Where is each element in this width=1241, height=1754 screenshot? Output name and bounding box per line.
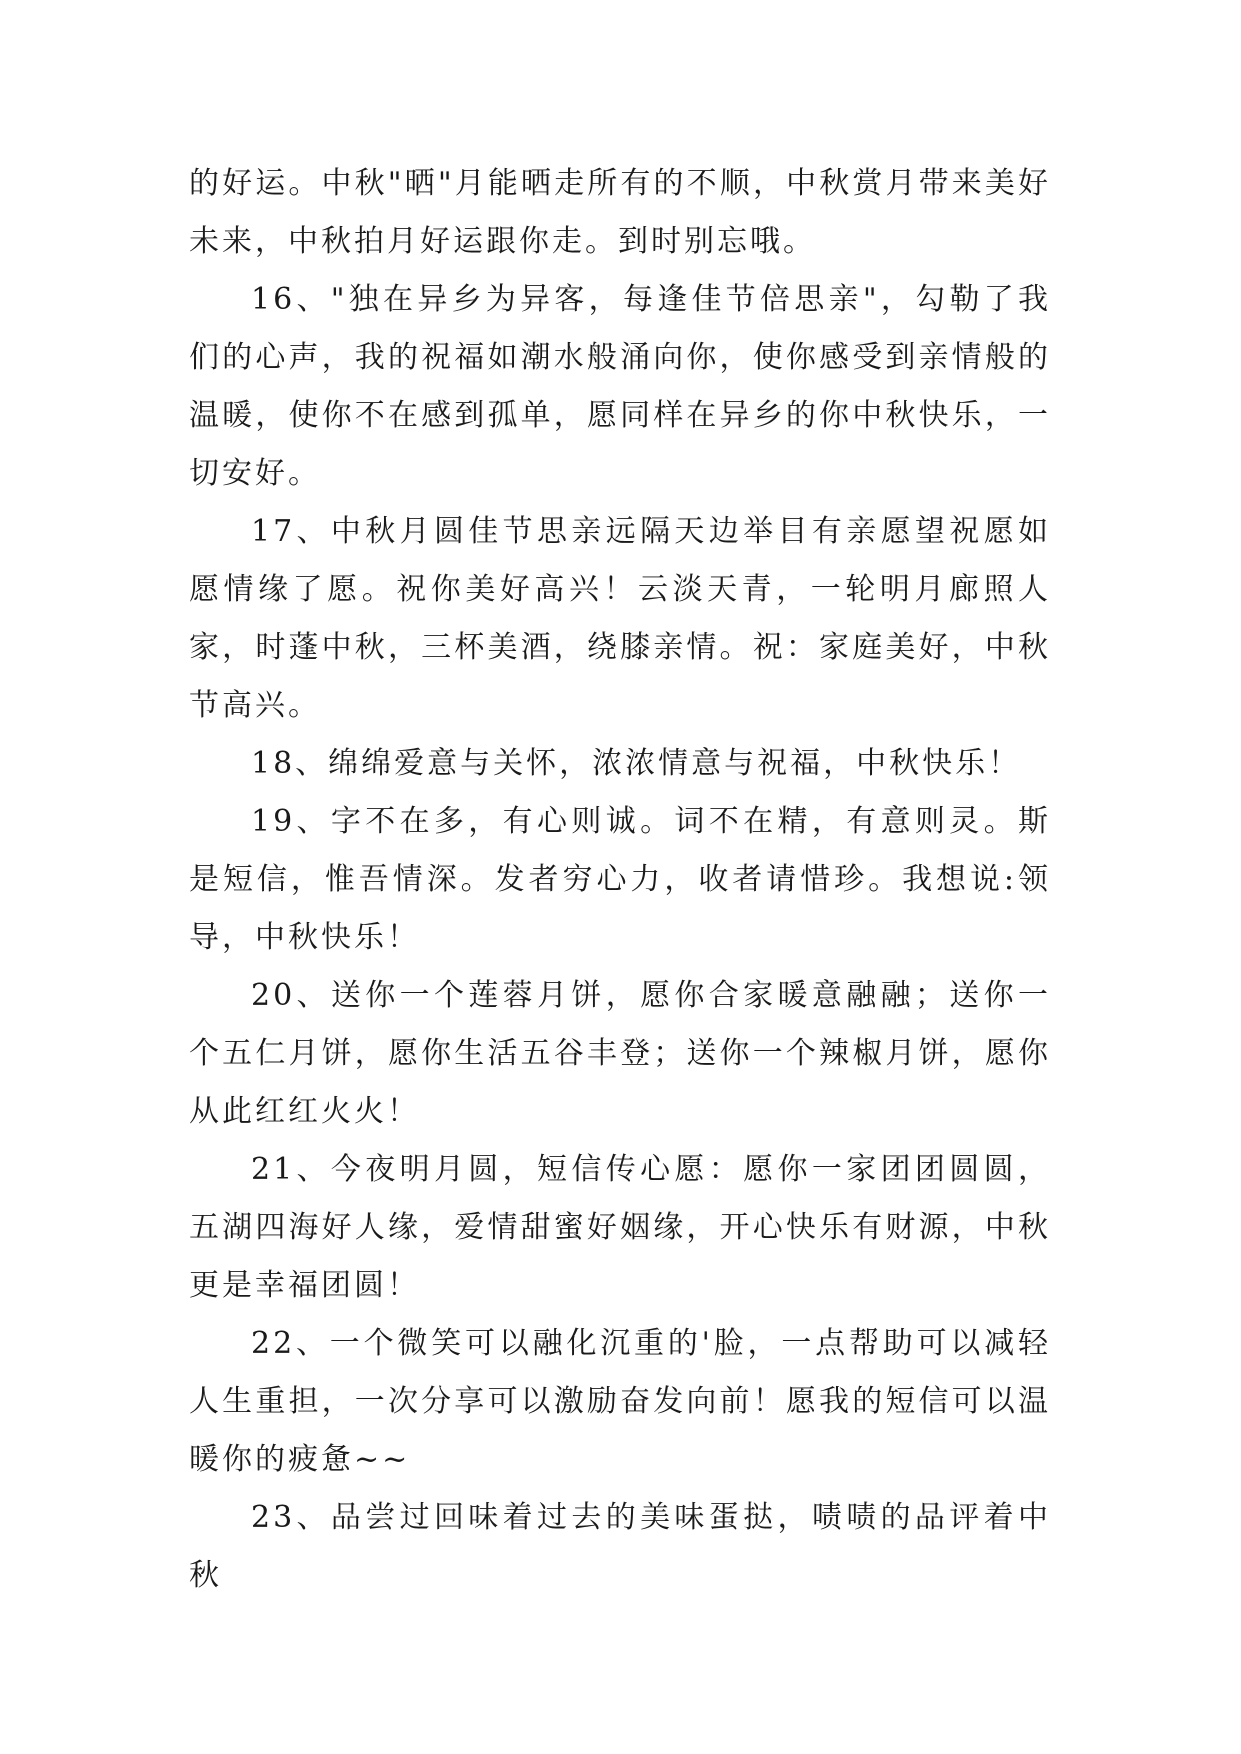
paragraph-18: 18、绵绵爱意与关怀，浓浓情意与祝福，中秋快乐！	[251, 746, 1022, 781]
paragraph-19: 19、字不在多，有心则诚。词不在精，有意则灵。斯是短信，惟吾情深。发者穷心力，收者请惜珍。我想说:领导，中秋快乐！	[189, 804, 1051, 955]
paragraph-16: 16、"独在异乡为异客，每逢佳节倍思亲"，勾勒了我们的心声，我的祝福如潮水般涌向你，使你感受到亲情般的温暖，使你不在感到孤单，愿同样在异乡的你中秋快乐，一切安好。	[189, 282, 1051, 491]
paragraph-17: 17、中秋月圆佳节思亲远隔天边举目有亲愿望祝愿如愿情缘了愿。祝你美好高兴！云淡天青，一轮明月廊照人家，时蓬中秋，三杯美酒，绕膝亲情。祝：家庭美好，中秋节高兴。	[189, 514, 1051, 723]
paragraph-21: 21、今夜明月圆，短信传心愿：愿你一家团团圆圆，五湖四海好人缘，爱情甜蜜好姻缘，开心快乐有财源，中秋更是幸福团圆！	[189, 1152, 1051, 1303]
document-body	[189, 155, 1051, 1605]
paragraph-22: 22、一个微笑可以融化沉重的'脸，一点帮助可以减轻人生重担，一次分享可以激励奋发向前！愿我的短信可以温暖你的疲惫~~	[189, 1326, 1051, 1477]
paragraph-23: 23、品尝过回味着过去的美味蛋挞，啧啧的品评着中秋	[189, 1500, 1051, 1593]
paragraph-20: 20、送你一个莲蓉月饼，愿你合家暖意融融；送你一个五仁月饼，愿你生活五谷丰登；送你一个辣椒月饼，愿你从此红红火火！	[189, 978, 1051, 1129]
paragraph-continuation: 的好运。中秋"晒"月能晒走所有的不顺，中秋赏月带来美好未来，中秋拍月好运跟你走。到时别忘哦。	[189, 166, 1051, 259]
